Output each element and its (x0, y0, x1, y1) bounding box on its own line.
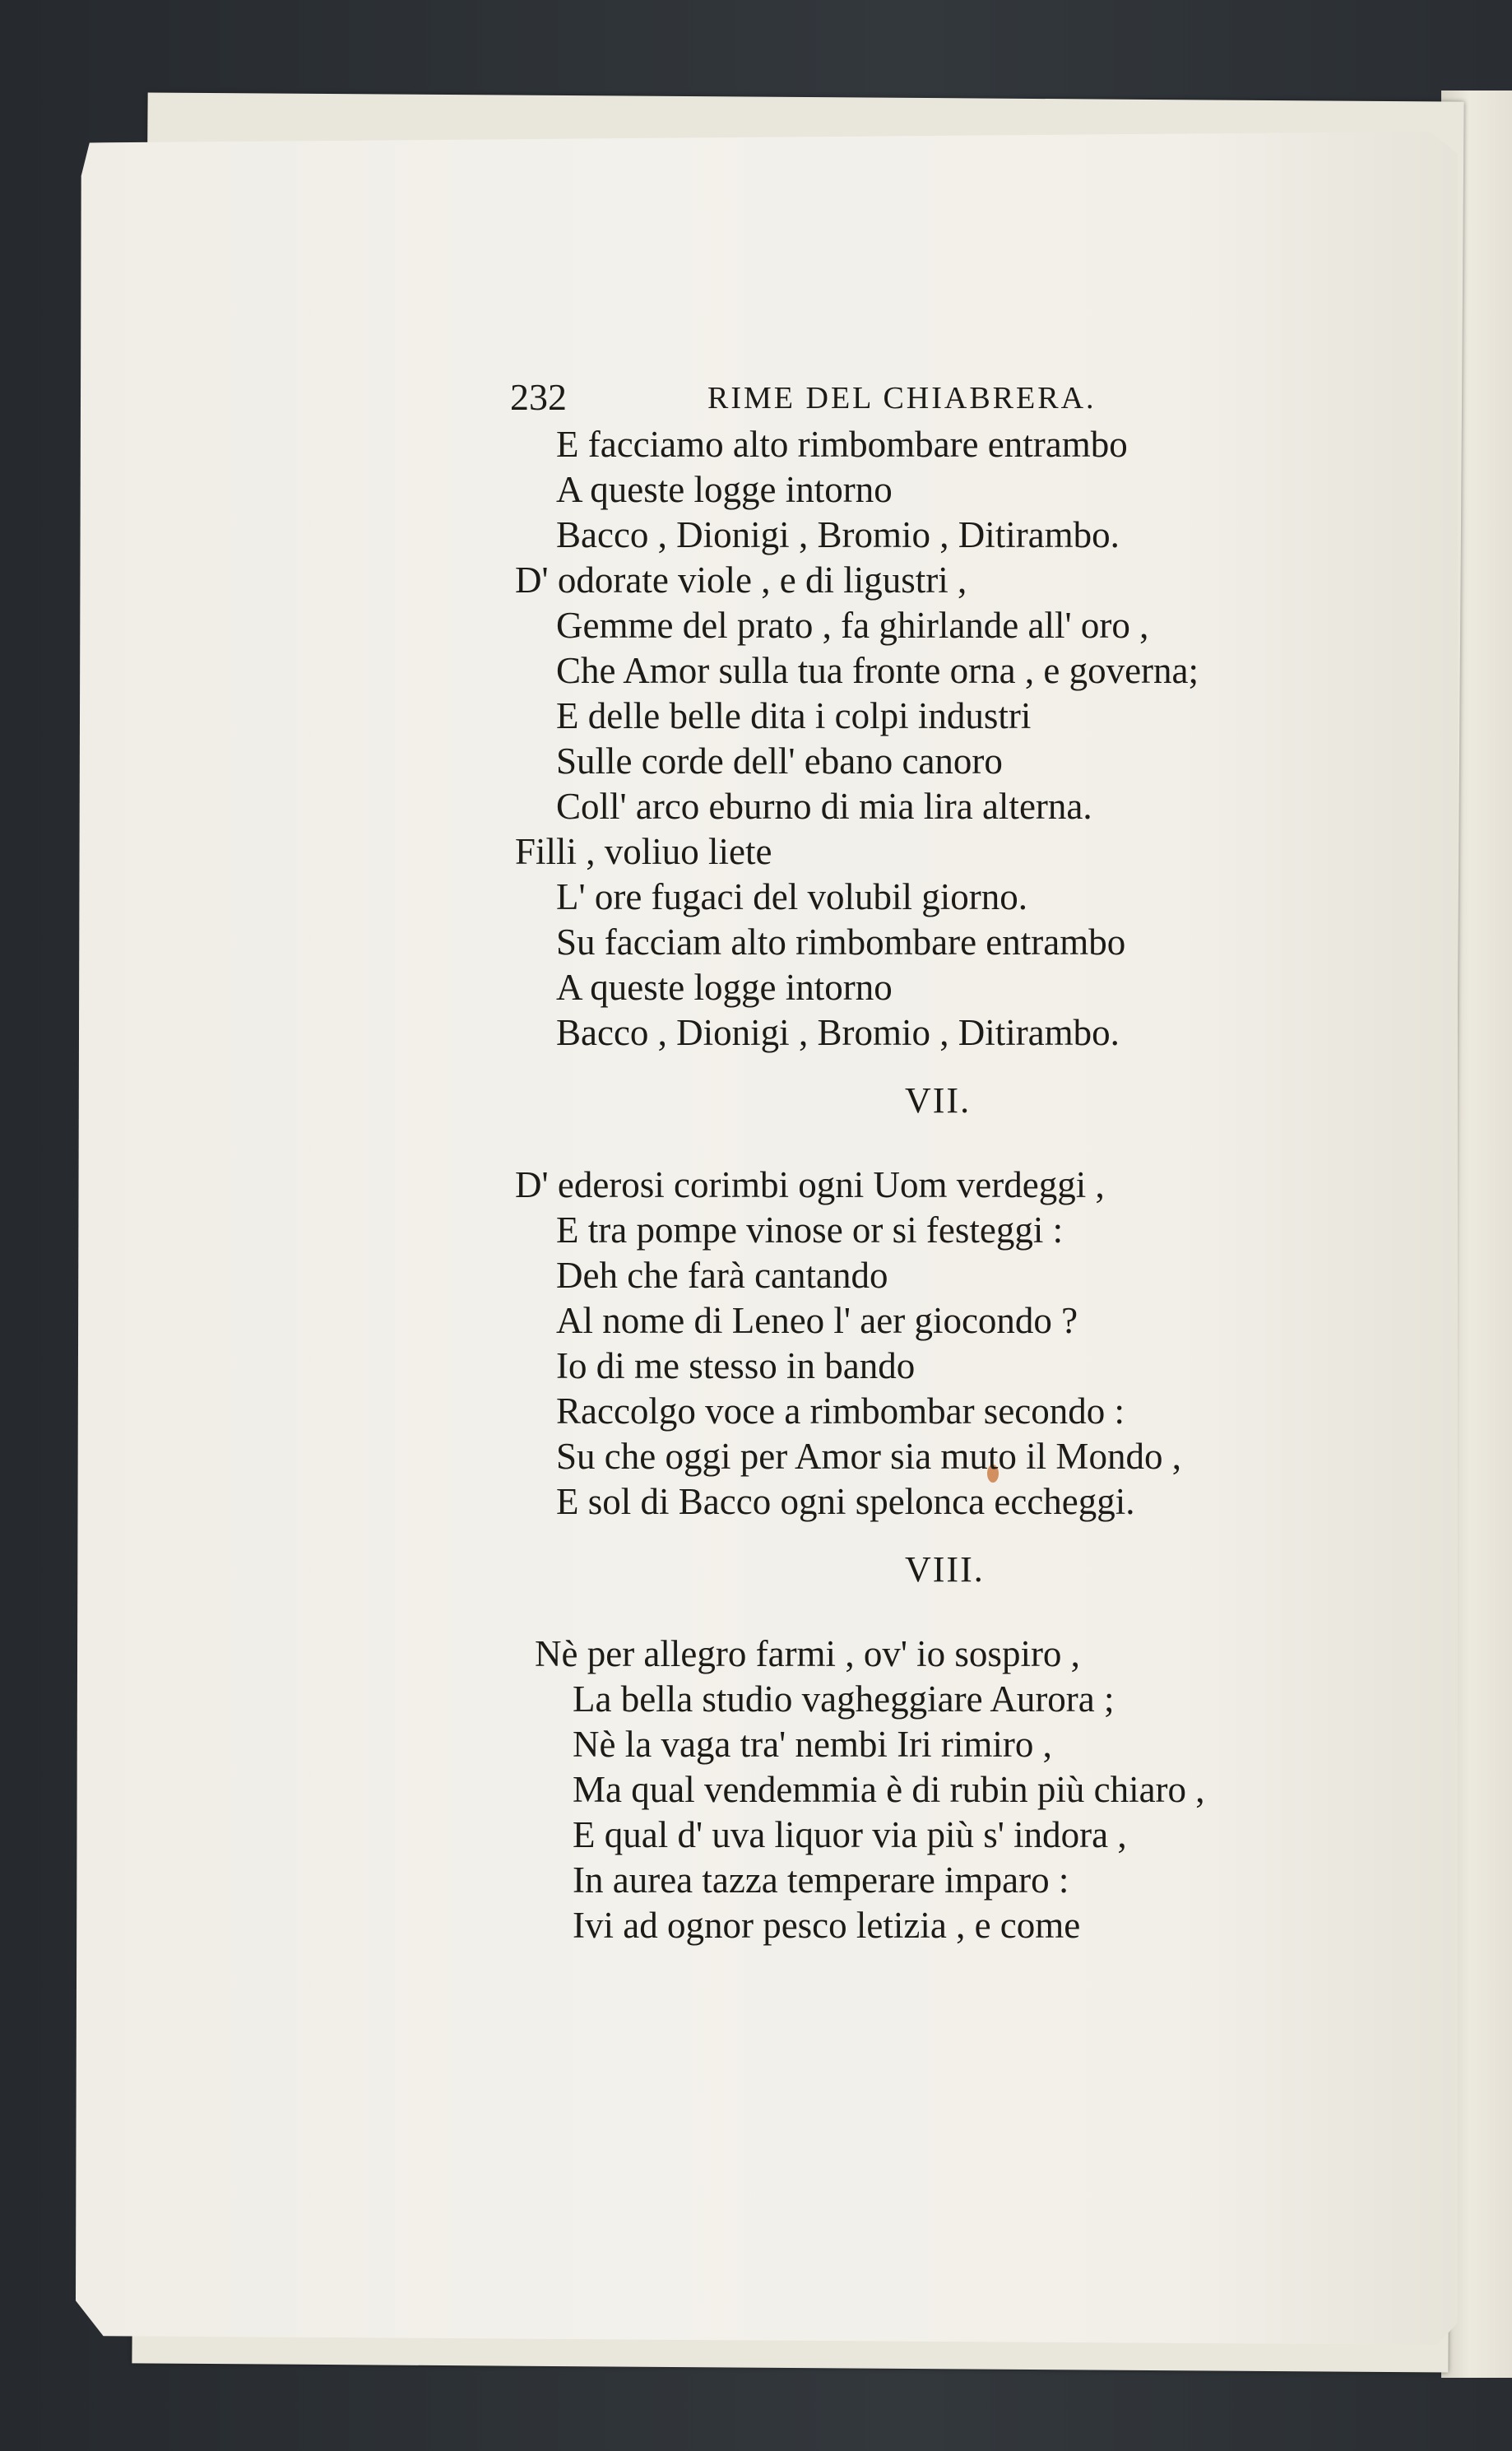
verse-line: Nè per allegro farmi , ov' io sospiro , (535, 1633, 1080, 1674)
page-number: 232 (510, 376, 567, 418)
verse-line: L' ore fugaci del volubil giorno. (556, 876, 1027, 917)
verse-line: Bacco , Dionigi , Bromio , Ditirambo. (556, 1012, 1120, 1053)
verse-line: Coll' arco eburno di mia lira alterna. (556, 786, 1092, 827)
verse-line: In aurea tazza temperare imparo : (573, 1859, 1069, 1901)
verse-line: Ivi ad ognor pesco letizia , e come (573, 1905, 1081, 1946)
verse-line: Deh che farà cantando (556, 1255, 888, 1296)
verse-line: Al nome di Leneo l' aer giocondo ? (556, 1300, 1078, 1341)
verse-line: Io di me stesso in bando (556, 1345, 916, 1386)
verse-line: Che Amor sulla tua fronte orna , e governa; (556, 650, 1199, 691)
page-text (510, 374, 1431, 1948)
verse-line: A queste logge intorno (556, 967, 893, 1008)
verse-line: Su che oggi per Amor sia muto il Mondo , (556, 1436, 1181, 1477)
verse-line: Filli , voliuo liete (515, 831, 772, 872)
stanza-continued (510, 422, 1431, 1056)
running-head: RIME DEL CHIABRERA. (707, 381, 1097, 415)
verse-line: Bacco , Dionigi , Bromio , Ditirambo. (556, 514, 1120, 555)
verse-line: A queste logge intorno (556, 469, 893, 510)
verse-line: Gemme del prato , fa ghirlande all' oro , (556, 605, 1149, 646)
section-heading-vii: VII. (905, 1080, 972, 1121)
verse-line: E tra pompe vinose or si festeggi : (556, 1209, 1064, 1251)
verse-line: E qual d' uva liquor via più s' indora , (573, 1814, 1127, 1855)
verse-line: La bella studio vagheggiare Aurora ; (573, 1678, 1115, 1720)
stanza-vii (510, 1163, 1431, 1525)
section-heading-viii: VIII. (905, 1549, 985, 1590)
verse-line: Sulle corde dell' ebano canoro (556, 740, 1003, 782)
verse-line: E delle belle dita i colpi industri (556, 695, 1032, 736)
verse-line: Nè la vaga tra' nembi Iri rimiro , (573, 1724, 1052, 1765)
stanza-viii (510, 1632, 1431, 1948)
verse-line: D' odorate viole , e di ligustri , (515, 559, 967, 601)
verse-line: E sol di Bacco ogni spelonca ecchеggi. (556, 1481, 1135, 1522)
verse-line: D' ederosi corimbi ogni Uom verdeggi , (515, 1164, 1105, 1205)
page-header (510, 374, 1431, 422)
verse-line: E facciamo alto rimbombare entrambo (556, 424, 1128, 465)
verse-line: Su facciam alto rimbombare entrambo (556, 921, 1126, 963)
verse-line: Raccolgo voce a rimbombar secondo : (556, 1390, 1125, 1432)
verse-line: Ma qual vendemmia è di rubin più chiaro , (573, 1769, 1205, 1810)
